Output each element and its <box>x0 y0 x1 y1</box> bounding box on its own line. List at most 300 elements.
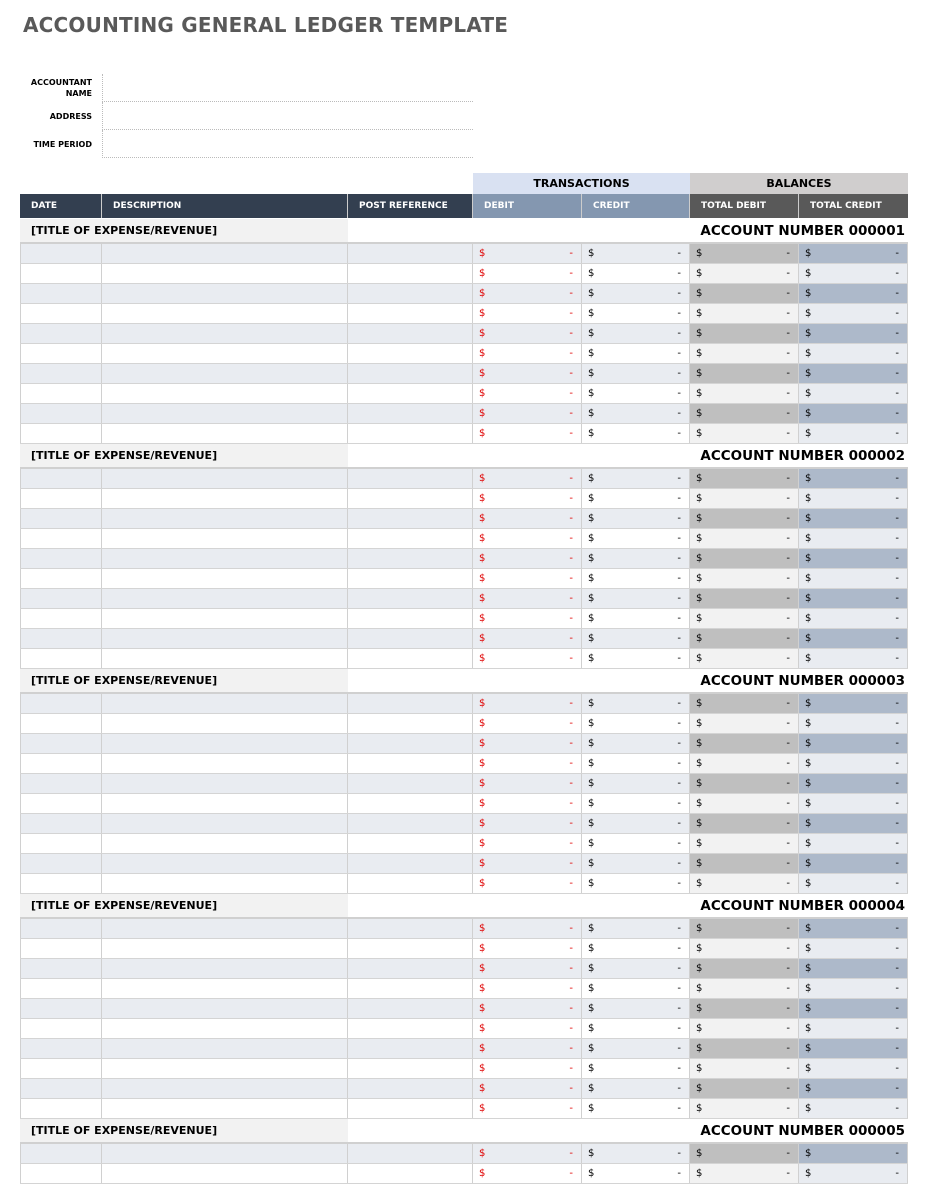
cell-credit[interactable] <box>582 304 690 323</box>
cell-credit[interactable] <box>582 284 690 303</box>
cell-credit[interactable] <box>582 1079 690 1098</box>
cell-description[interactable] <box>102 1144 348 1163</box>
cell-total-debit[interactable] <box>690 509 799 528</box>
cell-date[interactable] <box>20 814 102 833</box>
cell-credit[interactable] <box>582 364 690 383</box>
cell-credit[interactable] <box>582 999 690 1018</box>
cell-debit[interactable] <box>473 794 582 813</box>
cell-total-debit[interactable] <box>690 959 799 978</box>
cell-date[interactable] <box>20 754 102 773</box>
account-number[interactable]: ACCOUNT NUMBER 000005 <box>700 1122 905 1139</box>
section-title[interactable]: [TITLE OF EXPENSE/REVENUE] <box>20 1119 348 1142</box>
cell-total-debit[interactable] <box>690 814 799 833</box>
cell-total-credit[interactable] <box>799 834 908 853</box>
cell-post-reference[interactable] <box>348 489 473 508</box>
section-title[interactable]: [TITLE OF EXPENSE/REVENUE] <box>20 219 348 242</box>
cell-date[interactable] <box>20 1039 102 1058</box>
cell-total-debit[interactable] <box>690 999 799 1018</box>
cell-credit[interactable] <box>582 509 690 528</box>
cell-date[interactable] <box>20 529 102 548</box>
cell-post-reference[interactable] <box>348 424 473 443</box>
cell-total-credit[interactable] <box>799 734 908 753</box>
cell-description[interactable] <box>102 834 348 853</box>
cell-total-debit[interactable] <box>690 1099 799 1118</box>
cell-date[interactable] <box>20 959 102 978</box>
cell-total-debit[interactable] <box>690 854 799 873</box>
cell-debit[interactable] <box>473 714 582 733</box>
cell-total-credit[interactable] <box>799 549 908 568</box>
cell-post-reference[interactable] <box>348 629 473 648</box>
cell-date[interactable] <box>20 979 102 998</box>
cell-description[interactable] <box>102 469 348 488</box>
cell-total-debit[interactable] <box>690 834 799 853</box>
cell-debit[interactable] <box>473 1164 582 1183</box>
cell-description[interactable] <box>102 489 348 508</box>
cell-post-reference[interactable] <box>348 529 473 548</box>
cell-post-reference[interactable] <box>348 999 473 1018</box>
cell-total-credit[interactable] <box>799 629 908 648</box>
cell-description[interactable] <box>102 694 348 713</box>
cell-credit[interactable] <box>582 834 690 853</box>
section-title[interactable]: [TITLE OF EXPENSE/REVENUE] <box>20 444 348 467</box>
cell-debit[interactable] <box>473 939 582 958</box>
cell-debit[interactable] <box>473 304 582 323</box>
cell-total-credit[interactable] <box>799 874 908 893</box>
cell-date[interactable] <box>20 919 102 938</box>
cell-post-reference[interactable] <box>348 714 473 733</box>
cell-total-credit[interactable] <box>799 324 908 343</box>
cell-date[interactable] <box>20 424 102 443</box>
cell-description[interactable] <box>102 649 348 668</box>
cell-description[interactable] <box>102 284 348 303</box>
cell-total-debit[interactable] <box>690 649 799 668</box>
cell-total-debit[interactable] <box>690 874 799 893</box>
cell-post-reference[interactable] <box>348 649 473 668</box>
cell-credit[interactable] <box>582 529 690 548</box>
cell-credit[interactable] <box>582 1144 690 1163</box>
cell-credit[interactable] <box>582 244 690 263</box>
cell-description[interactable] <box>102 549 348 568</box>
cell-credit[interactable] <box>582 424 690 443</box>
cell-total-debit[interactable] <box>690 304 799 323</box>
cell-post-reference[interactable] <box>348 324 473 343</box>
cell-post-reference[interactable] <box>348 959 473 978</box>
cell-date[interactable] <box>20 489 102 508</box>
cell-debit[interactable] <box>473 324 582 343</box>
cell-post-reference[interactable] <box>348 1164 473 1183</box>
cell-debit[interactable] <box>473 529 582 548</box>
cell-debit[interactable] <box>473 1039 582 1058</box>
cell-debit[interactable] <box>473 549 582 568</box>
cell-description[interactable] <box>102 979 348 998</box>
cell-total-credit[interactable] <box>799 529 908 548</box>
cell-debit[interactable] <box>473 1099 582 1118</box>
cell-total-credit[interactable] <box>799 344 908 363</box>
cell-debit[interactable] <box>473 509 582 528</box>
cell-date[interactable] <box>20 854 102 873</box>
accountant-name-field[interactable] <box>102 74 473 102</box>
cell-date[interactable] <box>20 734 102 753</box>
cell-debit[interactable] <box>473 979 582 998</box>
cell-debit[interactable] <box>473 384 582 403</box>
cell-credit[interactable] <box>582 1039 690 1058</box>
cell-total-debit[interactable] <box>690 774 799 793</box>
cell-post-reference[interactable] <box>348 1039 473 1058</box>
cell-total-debit[interactable] <box>690 714 799 733</box>
cell-date[interactable] <box>20 509 102 528</box>
cell-debit[interactable] <box>473 1019 582 1038</box>
cell-post-reference[interactable] <box>348 469 473 488</box>
cell-total-debit[interactable] <box>690 324 799 343</box>
cell-total-debit[interactable] <box>690 939 799 958</box>
cell-total-debit[interactable] <box>690 469 799 488</box>
cell-debit[interactable] <box>473 1059 582 1078</box>
cell-description[interactable] <box>102 999 348 1018</box>
cell-description[interactable] <box>102 714 348 733</box>
cell-debit[interactable] <box>473 264 582 283</box>
cell-description[interactable] <box>102 609 348 628</box>
cell-date[interactable] <box>20 1144 102 1163</box>
cell-credit[interactable] <box>582 1019 690 1038</box>
cell-credit[interactable] <box>582 344 690 363</box>
cell-date[interactable] <box>20 794 102 813</box>
cell-total-debit[interactable] <box>690 1019 799 1038</box>
cell-date[interactable] <box>20 284 102 303</box>
cell-description[interactable] <box>102 629 348 648</box>
cell-debit[interactable] <box>473 469 582 488</box>
cell-date[interactable] <box>20 264 102 283</box>
cell-description[interactable] <box>102 734 348 753</box>
cell-post-reference[interactable] <box>348 1019 473 1038</box>
cell-total-credit[interactable] <box>799 814 908 833</box>
cell-date[interactable] <box>20 589 102 608</box>
cell-post-reference[interactable] <box>348 284 473 303</box>
cell-description[interactable] <box>102 1019 348 1038</box>
cell-post-reference[interactable] <box>348 609 473 628</box>
cell-total-credit[interactable] <box>799 244 908 263</box>
cell-total-credit[interactable] <box>799 569 908 588</box>
cell-description[interactable] <box>102 509 348 528</box>
cell-post-reference[interactable] <box>348 734 473 753</box>
cell-date[interactable] <box>20 1164 102 1183</box>
cell-credit[interactable] <box>582 569 690 588</box>
cell-total-credit[interactable] <box>799 1164 908 1183</box>
cell-total-debit[interactable] <box>690 1144 799 1163</box>
cell-post-reference[interactable] <box>348 589 473 608</box>
cell-description[interactable] <box>102 854 348 873</box>
cell-debit[interactable] <box>473 404 582 423</box>
cell-total-credit[interactable] <box>799 774 908 793</box>
cell-date[interactable] <box>20 344 102 363</box>
cell-debit[interactable] <box>473 919 582 938</box>
cell-total-credit[interactable] <box>799 304 908 323</box>
cell-description[interactable] <box>102 304 348 323</box>
cell-credit[interactable] <box>582 874 690 893</box>
cell-credit[interactable] <box>582 754 690 773</box>
cell-post-reference[interactable] <box>348 364 473 383</box>
cell-date[interactable] <box>20 649 102 668</box>
cell-credit[interactable] <box>582 814 690 833</box>
cell-date[interactable] <box>20 714 102 733</box>
cell-total-debit[interactable] <box>690 344 799 363</box>
cell-date[interactable] <box>20 364 102 383</box>
cell-date[interactable] <box>20 569 102 588</box>
cell-debit[interactable] <box>473 1144 582 1163</box>
cell-debit[interactable] <box>473 959 582 978</box>
cell-total-credit[interactable] <box>799 979 908 998</box>
cell-date[interactable] <box>20 999 102 1018</box>
cell-post-reference[interactable] <box>348 1144 473 1163</box>
cell-credit[interactable] <box>582 549 690 568</box>
cell-debit[interactable] <box>473 284 582 303</box>
cell-credit[interactable] <box>582 919 690 938</box>
cell-description[interactable] <box>102 344 348 363</box>
cell-date[interactable] <box>20 629 102 648</box>
cell-description[interactable] <box>102 1164 348 1183</box>
cell-total-debit[interactable] <box>690 609 799 628</box>
cell-total-debit[interactable] <box>690 734 799 753</box>
time-period-field[interactable] <box>102 130 473 158</box>
cell-post-reference[interactable] <box>348 549 473 568</box>
cell-total-credit[interactable] <box>799 1144 908 1163</box>
cell-post-reference[interactable] <box>348 694 473 713</box>
cell-credit[interactable] <box>582 469 690 488</box>
cell-description[interactable] <box>102 569 348 588</box>
cell-description[interactable] <box>102 1039 348 1058</box>
cell-credit[interactable] <box>582 404 690 423</box>
cell-total-credit[interactable] <box>799 424 908 443</box>
cell-debit[interactable] <box>473 569 582 588</box>
cell-date[interactable] <box>20 874 102 893</box>
cell-post-reference[interactable] <box>348 794 473 813</box>
account-number[interactable]: ACCOUNT NUMBER 000001 <box>700 222 905 239</box>
cell-debit[interactable] <box>473 364 582 383</box>
cell-description[interactable] <box>102 1059 348 1078</box>
cell-total-debit[interactable] <box>690 569 799 588</box>
cell-credit[interactable] <box>582 774 690 793</box>
cell-total-debit[interactable] <box>690 264 799 283</box>
cell-post-reference[interactable] <box>348 569 473 588</box>
cell-total-credit[interactable] <box>799 999 908 1018</box>
cell-total-credit[interactable] <box>799 714 908 733</box>
cell-debit[interactable] <box>473 344 582 363</box>
cell-post-reference[interactable] <box>348 774 473 793</box>
cell-total-credit[interactable] <box>799 649 908 668</box>
cell-date[interactable] <box>20 404 102 423</box>
cell-total-credit[interactable] <box>799 854 908 873</box>
cell-date[interactable] <box>20 1099 102 1118</box>
cell-total-credit[interactable] <box>799 694 908 713</box>
cell-description[interactable] <box>102 959 348 978</box>
cell-total-credit[interactable] <box>799 509 908 528</box>
cell-description[interactable] <box>102 874 348 893</box>
cell-total-debit[interactable] <box>690 1039 799 1058</box>
cell-date[interactable] <box>20 549 102 568</box>
cell-total-debit[interactable] <box>690 1059 799 1078</box>
cell-total-credit[interactable] <box>799 1019 908 1038</box>
cell-post-reference[interactable] <box>348 854 473 873</box>
cell-description[interactable] <box>102 404 348 423</box>
cell-description[interactable] <box>102 324 348 343</box>
cell-credit[interactable] <box>582 264 690 283</box>
cell-credit[interactable] <box>582 589 690 608</box>
cell-post-reference[interactable] <box>348 384 473 403</box>
cell-total-debit[interactable] <box>690 364 799 383</box>
cell-description[interactable] <box>102 754 348 773</box>
cell-debit[interactable] <box>473 774 582 793</box>
cell-post-reference[interactable] <box>348 264 473 283</box>
account-number[interactable]: ACCOUNT NUMBER 000004 <box>700 897 905 914</box>
cell-total-credit[interactable] <box>799 469 908 488</box>
cell-credit[interactable] <box>582 794 690 813</box>
cell-post-reference[interactable] <box>348 754 473 773</box>
cell-total-credit[interactable] <box>799 284 908 303</box>
cell-credit[interactable] <box>582 1164 690 1183</box>
cell-post-reference[interactable] <box>348 1079 473 1098</box>
cell-total-debit[interactable] <box>690 1164 799 1183</box>
cell-post-reference[interactable] <box>348 304 473 323</box>
cell-total-credit[interactable] <box>799 959 908 978</box>
cell-debit[interactable] <box>473 244 582 263</box>
cell-post-reference[interactable] <box>348 1099 473 1118</box>
cell-date[interactable] <box>20 939 102 958</box>
cell-description[interactable] <box>102 1079 348 1098</box>
cell-total-credit[interactable] <box>799 264 908 283</box>
cell-total-debit[interactable] <box>690 979 799 998</box>
cell-total-debit[interactable] <box>690 694 799 713</box>
cell-debit[interactable] <box>473 814 582 833</box>
cell-total-credit[interactable] <box>799 794 908 813</box>
cell-debit[interactable] <box>473 424 582 443</box>
cell-debit[interactable] <box>473 489 582 508</box>
cell-total-debit[interactable] <box>690 754 799 773</box>
cell-description[interactable] <box>102 794 348 813</box>
cell-credit[interactable] <box>582 854 690 873</box>
cell-credit[interactable] <box>582 979 690 998</box>
cell-post-reference[interactable] <box>348 1059 473 1078</box>
cell-description[interactable] <box>102 264 348 283</box>
cell-post-reference[interactable] <box>348 979 473 998</box>
cell-description[interactable] <box>102 774 348 793</box>
cell-date[interactable] <box>20 469 102 488</box>
cell-total-debit[interactable] <box>690 424 799 443</box>
cell-credit[interactable] <box>582 694 690 713</box>
section-title[interactable]: [TITLE OF EXPENSE/REVENUE] <box>20 894 348 917</box>
cell-date[interactable] <box>20 834 102 853</box>
cell-credit[interactable] <box>582 384 690 403</box>
cell-total-credit[interactable] <box>799 384 908 403</box>
cell-credit[interactable] <box>582 489 690 508</box>
cell-description[interactable] <box>102 1099 348 1118</box>
cell-description[interactable] <box>102 814 348 833</box>
cell-date[interactable] <box>20 609 102 628</box>
cell-credit[interactable] <box>582 324 690 343</box>
cell-description[interactable] <box>102 529 348 548</box>
cell-date[interactable] <box>20 1059 102 1078</box>
address-field[interactable] <box>102 102 473 130</box>
cell-date[interactable] <box>20 304 102 323</box>
cell-total-credit[interactable] <box>799 1039 908 1058</box>
cell-credit[interactable] <box>582 714 690 733</box>
cell-total-debit[interactable] <box>690 404 799 423</box>
cell-total-credit[interactable] <box>799 1079 908 1098</box>
cell-total-debit[interactable] <box>690 284 799 303</box>
cell-description[interactable] <box>102 939 348 958</box>
cell-debit[interactable] <box>473 734 582 753</box>
cell-total-credit[interactable] <box>799 754 908 773</box>
cell-description[interactable] <box>102 384 348 403</box>
cell-post-reference[interactable] <box>348 404 473 423</box>
cell-total-credit[interactable] <box>799 939 908 958</box>
cell-total-debit[interactable] <box>690 589 799 608</box>
account-number[interactable]: ACCOUNT NUMBER 000003 <box>700 672 905 689</box>
cell-date[interactable] <box>20 324 102 343</box>
cell-credit[interactable] <box>582 734 690 753</box>
cell-date[interactable] <box>20 694 102 713</box>
cell-total-debit[interactable] <box>690 1079 799 1098</box>
cell-credit[interactable] <box>582 1099 690 1118</box>
cell-total-debit[interactable] <box>690 549 799 568</box>
cell-date[interactable] <box>20 1019 102 1038</box>
cell-post-reference[interactable] <box>348 834 473 853</box>
cell-total-credit[interactable] <box>799 609 908 628</box>
cell-total-debit[interactable] <box>690 489 799 508</box>
cell-total-credit[interactable] <box>799 919 908 938</box>
cell-total-credit[interactable] <box>799 489 908 508</box>
cell-credit[interactable] <box>582 1059 690 1078</box>
cell-credit[interactable] <box>582 959 690 978</box>
cell-total-credit[interactable] <box>799 589 908 608</box>
cell-debit[interactable] <box>473 999 582 1018</box>
cell-description[interactable] <box>102 244 348 263</box>
cell-debit[interactable] <box>473 649 582 668</box>
cell-description[interactable] <box>102 589 348 608</box>
cell-total-debit[interactable] <box>690 529 799 548</box>
cell-date[interactable] <box>20 384 102 403</box>
cell-post-reference[interactable] <box>348 939 473 958</box>
cell-total-debit[interactable] <box>690 919 799 938</box>
cell-debit[interactable] <box>473 854 582 873</box>
cell-credit[interactable] <box>582 939 690 958</box>
cell-date[interactable] <box>20 244 102 263</box>
cell-date[interactable] <box>20 1079 102 1098</box>
cell-total-credit[interactable] <box>799 1059 908 1078</box>
account-number[interactable]: ACCOUNT NUMBER 000002 <box>700 447 905 464</box>
cell-post-reference[interactable] <box>348 509 473 528</box>
cell-credit[interactable] <box>582 609 690 628</box>
cell-credit[interactable] <box>582 629 690 648</box>
cell-description[interactable] <box>102 424 348 443</box>
cell-debit[interactable] <box>473 589 582 608</box>
cell-debit[interactable] <box>473 1079 582 1098</box>
cell-total-credit[interactable] <box>799 404 908 423</box>
cell-total-debit[interactable] <box>690 244 799 263</box>
cell-total-debit[interactable] <box>690 794 799 813</box>
cell-debit[interactable] <box>473 754 582 773</box>
cell-description[interactable] <box>102 364 348 383</box>
section-title[interactable]: [TITLE OF EXPENSE/REVENUE] <box>20 669 348 692</box>
cell-debit[interactable] <box>473 874 582 893</box>
cell-total-credit[interactable] <box>799 1099 908 1118</box>
cell-post-reference[interactable] <box>348 814 473 833</box>
cell-date[interactable] <box>20 774 102 793</box>
cell-debit[interactable] <box>473 629 582 648</box>
cell-debit[interactable] <box>473 694 582 713</box>
cell-debit[interactable] <box>473 834 582 853</box>
cell-total-debit[interactable] <box>690 384 799 403</box>
cell-total-debit[interactable] <box>690 629 799 648</box>
cell-post-reference[interactable] <box>348 874 473 893</box>
